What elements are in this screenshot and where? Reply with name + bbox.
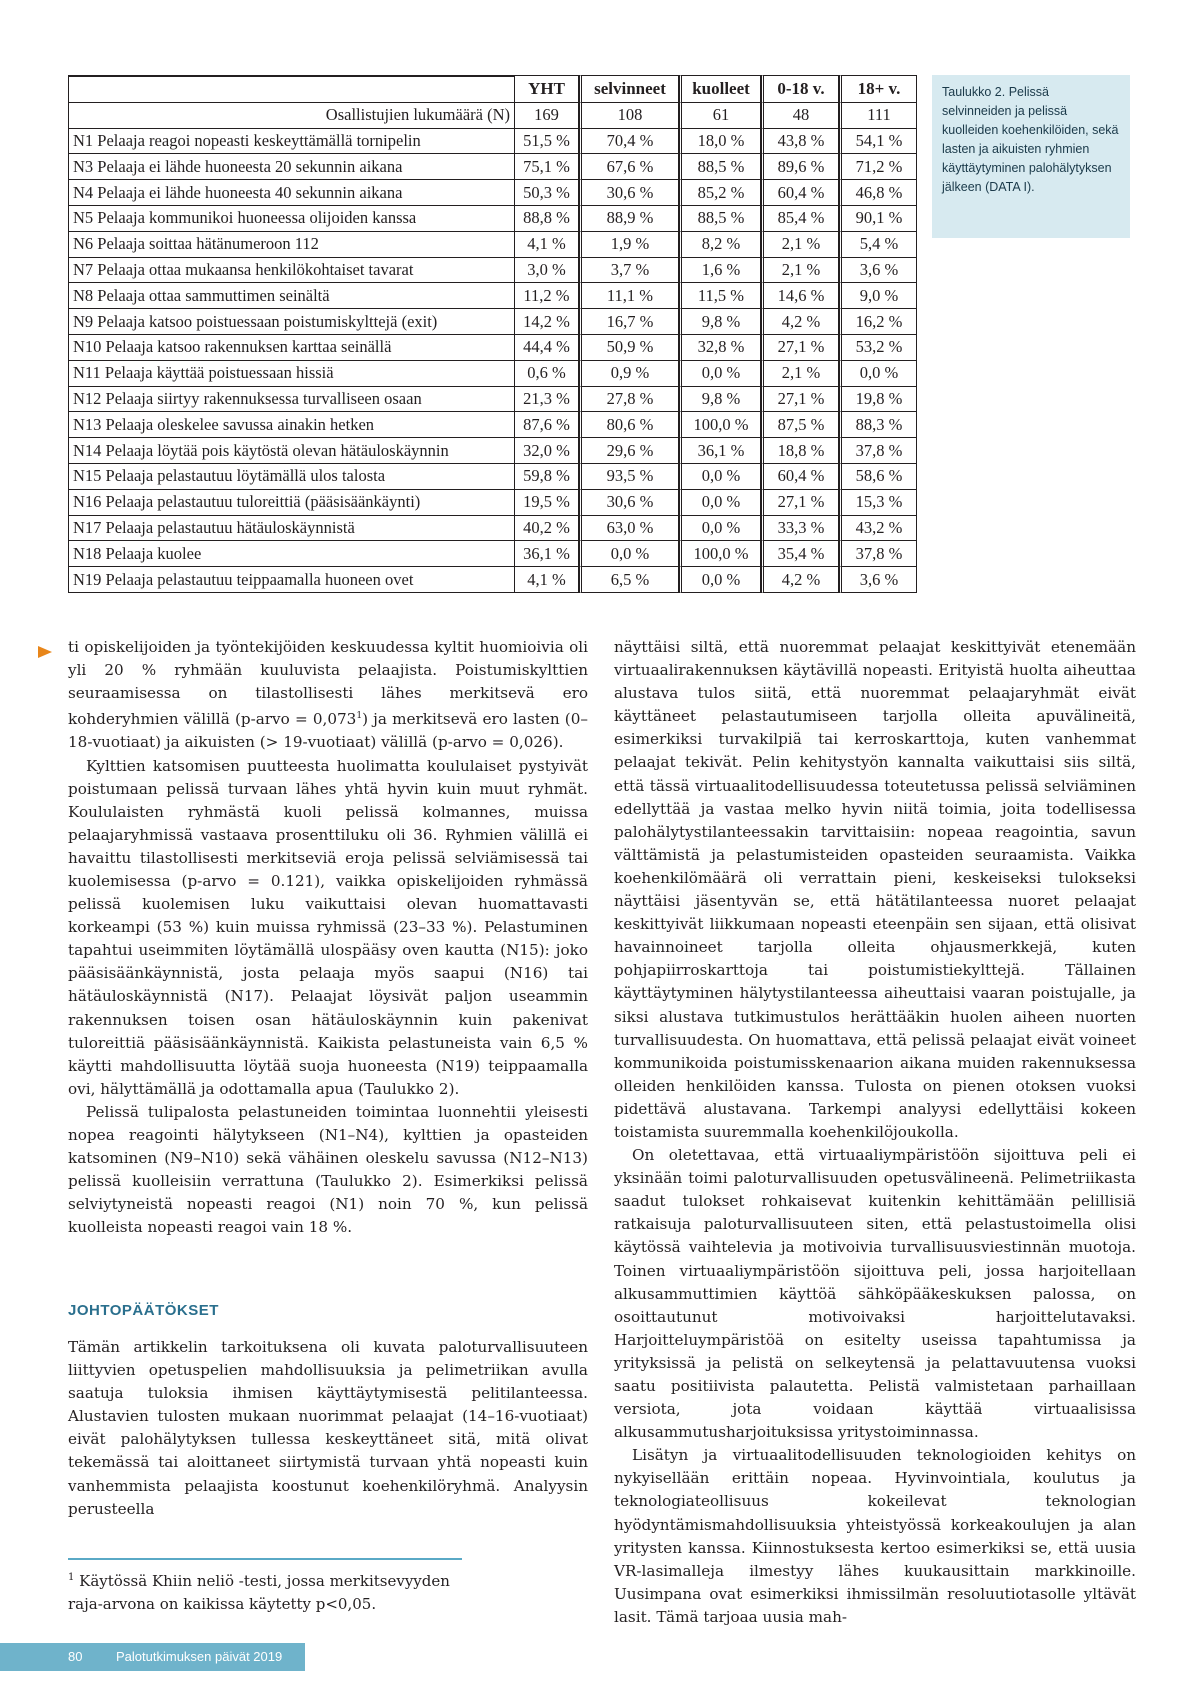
row-label: N14 Pelaaja löytää pois käytöstä olevan hätäuloskäynnin [68, 438, 514, 464]
table-cell: 4,2 % [761, 309, 839, 335]
table-cell: 0,0 % [679, 464, 761, 490]
table-cell: 4,1 % [514, 232, 579, 258]
table-cell: 27,1 % [761, 335, 839, 361]
table-row [68, 490, 917, 516]
row-label: N13 Pelaaja oleskelee savussa ainakin hetken [68, 412, 514, 438]
table-cell: 35,4 % [761, 541, 839, 567]
table-cell: 43,8 % [761, 129, 839, 155]
table-cell: 3,7 % [579, 258, 679, 284]
right-paragraph-1: näyttäisi siltä, että nuoremmat pelaajat keskittyivät etenemään virtuaalirakennuksen käytävillä nopeasti. Erityistä huolta aiheuttaa alustava tulos siitä, että nuoremmat pelaajaryhmät eivät käyttäneet pelastautumiseen tarjolla olleita apuvälineitä, esimerkiksi turvakilpiä tai kerroskarttoja, kuten vanhemmat pelaajat tekivät. Pelin kehitystyön kannalta vaikuttaisi siis siltä, että tässä virtuaalitodellisuudessa toteutetussa pelissä selviäminen edellyttää ja vastaa melko hyvin niitä toimia, joita todellisessa palohälytystilanteessakin tarvittaisiin: nopeaa reagointia, savun välttämistä ja pelastumisteiden opasteiden seuraamista. Vaikka koehenkilömäärä oli verrattain pieni, keskeiseksi tulokseksi näyttäisi jäsentyvän se, että hätätilanteessa nuoret pelaajat keskittyivät liikkumaan nopeasti eteenpäin sen sijaan, että olisivat havainnoineet tarjolla olleita ohjausmerkkejä, kuten pohjapiirroskarttoja tai poistumistiekylttejä. Tällainen käyttäytyminen hälytystilanteessa aiheuttaisi vaaran poistujalle, ja siksi alustava tutkimustulos herättääkin huolen aiheen nuorten turvallisuudesta. On huomattava, että pelissä pelaajat eivät voineet kommunikoida poistumisskenaarion aikana muiden rakennuksessa olleiden henkilöiden kanssa. Tulosta on pienen otoksen vuoksi pidettävä alustavana. Tarkempi analyysi edellyttäisi kokeen toistamista suuremmalla koehenkilöjoukolla. [614, 638, 1136, 1141]
table-row [68, 412, 917, 438]
table-cell: 108 [579, 103, 679, 129]
table-cell: 80,6 % [579, 412, 679, 438]
row-label: N12 Pelaaja siirtyy rakennuksessa turvalliseen osaan [68, 387, 514, 413]
table-cell: 0,0 % [679, 567, 761, 593]
table-cell: 40,2 % [514, 516, 579, 542]
table-cell: selvinneet [579, 75, 679, 103]
table-cell: 70,4 % [579, 129, 679, 155]
table-cell: 88,9 % [579, 206, 679, 232]
continuation-arrow-icon [38, 646, 52, 658]
table-cell: 75,1 % [514, 154, 579, 180]
table-cell: 27,8 % [579, 387, 679, 413]
table-cell: 4,2 % [761, 567, 839, 593]
table-cell: 90,1 % [839, 206, 917, 232]
table-cell: 48 [761, 103, 839, 129]
table-cell: 51,5 % [514, 129, 579, 155]
row-label [68, 75, 514, 103]
table-row [68, 206, 917, 232]
table-row [68, 361, 917, 387]
table-row [68, 335, 917, 361]
table-cell: 27,1 % [761, 387, 839, 413]
table-cell: 67,6 % [579, 154, 679, 180]
table-row [68, 258, 917, 284]
table-cell: 53,2 % [839, 335, 917, 361]
table-cell: 46,8 % [839, 180, 917, 206]
left-paragraph-4: Tämän artikkelin tarkoituksena oli kuvata paloturvallisuuteen liittyvien opetuspelien mahdollisuuksia ja pelimetriikan avulla saatuja tuloksia ihmisen käyttäytymisestä pelitilanteessa. Alustavien tulosten mukaan nuorimmat pelaajat (14–16-vuotiaat) eivät palohälytyksen tullessa keskeyttäneet sitä, mitä olivat tekemässä tai aloittaneet siirtymistä turvaan yhtä nopeasti kuin vanhemmista pelaajista koostunut koehenkilöryhmä. Analyysin perusteella [68, 1338, 588, 1518]
table-cell: 3,6 % [839, 258, 917, 284]
table-cell: 87,6 % [514, 412, 579, 438]
table-cell: 18,0 % [679, 129, 761, 155]
table-cell: 9,0 % [839, 283, 917, 309]
table-cell: 11,1 % [579, 283, 679, 309]
table-cell: 71,2 % [839, 154, 917, 180]
table-cell: 0,9 % [579, 361, 679, 387]
table-cell: 1,6 % [679, 258, 761, 284]
table-cell: 30,6 % [579, 180, 679, 206]
table-cell: 32,8 % [679, 335, 761, 361]
row-label: N8 Pelaaja ottaa sammuttimen seinältä [68, 283, 514, 309]
table-cell: 85,4 % [761, 206, 839, 232]
table-cell: 14,2 % [514, 309, 579, 335]
row-label: Osallistujien lukumäärä (N) [68, 103, 514, 129]
results-table [68, 75, 917, 593]
table-row [68, 154, 917, 180]
table-cell: 88,3 % [839, 412, 917, 438]
table-cell: 50,3 % [514, 180, 579, 206]
table-cell: 16,7 % [579, 309, 679, 335]
table-cell: 2,1 % [761, 258, 839, 284]
row-label: N6 Pelaaja soittaa hätänumeroon 112 [68, 232, 514, 258]
table-cell: 33,3 % [761, 516, 839, 542]
table-cell: 8,2 % [679, 232, 761, 258]
table-cell: 87,5 % [761, 412, 839, 438]
table-cell: 0,6 % [514, 361, 579, 387]
footnote-text: Käytössä Khiin neliö -testi, jossa merkitsevyyden raja-arvona on kaikissa käytetty p<0,05. [68, 1572, 450, 1613]
table-row [68, 438, 917, 464]
table-cell: YHT [514, 75, 579, 103]
row-label: N16 Pelaaja pelastautuu tuloreittiä (pääsisäänkäynti) [68, 490, 514, 516]
right-paragraph-3: Lisätyn ja virtuaalitodellisuuden teknologioiden kehitys on nykyisellään erittäin nopeaa. Hyvinvointiala, koulutus ja teknologiateollisuus kokeilevat teknologian hyödyntämismahdollisuuksia yhteistyössä korkeakoulujen ja alan yritysten kanssa. Kiinnostuksesta kertoo esimerkiksi se, että uusia VR-lasimalleja ilmestyy lähes kuukausittain markkinoille. Uusimpana ovat esimerkiksi ihmissilmän resoluutiotasolle yltävät lasit. Tämä tarjoaa uusia mah- [614, 1446, 1136, 1626]
table-cell: 16,2 % [839, 309, 917, 335]
table-cell: 5,4 % [839, 232, 917, 258]
table-cell: 11,5 % [679, 283, 761, 309]
row-label: N9 Pelaaja katsoo poistuessaan poistumiskylttejä (exit) [68, 309, 514, 335]
row-label: N11 Pelaaja käyttää poistuessaan hissiä [68, 361, 514, 387]
table-count-row [68, 103, 917, 129]
table-row [68, 567, 917, 593]
table-row [68, 387, 917, 413]
table-cell: 0,0 % [679, 490, 761, 516]
footnote [68, 1566, 488, 1616]
table-cell: 27,1 % [761, 490, 839, 516]
table-cell: 89,6 % [761, 154, 839, 180]
footnote-divider [68, 1558, 462, 1560]
footnote-reference: 1 [356, 711, 363, 722]
table-cell: 85,2 % [679, 180, 761, 206]
table-cell: 50,9 % [579, 335, 679, 361]
table-cell: 88,5 % [679, 206, 761, 232]
table-cell: 60,4 % [761, 464, 839, 490]
table-cell: 63,0 % [579, 516, 679, 542]
table-cell: 58,6 % [839, 464, 917, 490]
table-cell: 29,6 % [579, 438, 679, 464]
right-column [614, 636, 1136, 1629]
table-cell: 44,4 % [514, 335, 579, 361]
table-cell: 2,1 % [761, 232, 839, 258]
publication-title: Palotutkimuksen päivät 2019 [116, 1649, 283, 1664]
table-cell: 100,0 % [679, 541, 761, 567]
table-cell: 15,3 % [839, 490, 917, 516]
table-caption: Taulukko 2. Pelissä selvinneiden ja pelissä kuolleiden koehenkilöiden, sekä lasten ja aikuisten ryhmien käyttäytyminen palohälytyksen jälkeen (DATA I). [932, 75, 1130, 238]
table-cell: 4,1 % [514, 567, 579, 593]
table-row [68, 129, 917, 155]
table-cell: 37,8 % [839, 541, 917, 567]
table-cell: 93,5 % [579, 464, 679, 490]
table-cell: 88,5 % [679, 154, 761, 180]
table-cell: 169 [514, 103, 579, 129]
table-cell: 0,0 % [679, 361, 761, 387]
table-cell: 6,5 % [579, 567, 679, 593]
table-cell: 111 [839, 103, 917, 129]
row-label: N18 Pelaaja kuolee [68, 541, 514, 567]
table-row [68, 283, 917, 309]
table-cell: 32,0 % [514, 438, 579, 464]
table-cell: 19,5 % [514, 490, 579, 516]
table-cell: 2,1 % [761, 361, 839, 387]
left-paragraph-3: Pelissä tulipalosta pelastuneiden toimintaa luonnehtii yleisesti nopea reagointi hälytykseen (N1–N4), kylttien ja opasteiden katsominen (N9–N10) sekä vähäinen oleskelu savussa (N12–N13) pelissä kuolleisiin verrattuna (Taulukko 2). Esimerkiksi pelissä selviytyneistä nopeasti reagoi (N1) noin 70 %, kun pelissä kuolleista nopeasti reagoi vain 18 %. [68, 1102, 588, 1237]
table-cell: 59,8 % [514, 464, 579, 490]
left-column [68, 636, 588, 1240]
table-row [68, 464, 917, 490]
table-cell: 60,4 % [761, 180, 839, 206]
page-number: 80 [68, 1649, 83, 1664]
table-cell: 0,0 % [579, 541, 679, 567]
table-cell: 9,8 % [679, 309, 761, 335]
table-cell: 54,1 % [839, 129, 917, 155]
table-cell: 3,0 % [514, 258, 579, 284]
row-label: N17 Pelaaja pelastautuu hätäuloskäynnistä [68, 516, 514, 542]
table-cell: 100,0 % [679, 412, 761, 438]
table-cell: 3,6 % [839, 567, 917, 593]
table-cell: 9,8 % [679, 387, 761, 413]
section-heading: JOHTOPÄÄTÖKSET [68, 1302, 219, 1319]
row-label: N19 Pelaaja pelastautuu teippaamalla huoneen ovet [68, 567, 514, 593]
table-cell: 36,1 % [514, 541, 579, 567]
table-cell: 0-18 v. [761, 75, 839, 103]
table-cell: 30,6 % [579, 490, 679, 516]
row-label: N3 Pelaaja ei lähde huoneesta 20 sekunnin aikana [68, 154, 514, 180]
right-paragraph-2: On oletettavaa, että virtuaaliympäristöön sijoittuva peli ei yksinään toimi paloturvallisuuden opetusvälineenä. Pelimetriikasta saadut tulokset rohkaisevat kuitenkin kehittämään pelillisiä ratkaisuja paloturvallisuuteen siten, että pelastustoimella olisi käytössä vaihtelevia ja motivoivia turvallisuusviestinnän muotoja. Toinen virtuaaliympäristöön sijoittuva peli, jossa harjoitellaan alkusammuttimien käyttöä sähköpääkeskuksen palossa, on osoittautunut motivoivaksi harjoittelutavaksi. Harjoitteluympäristöä on esitelty useissa tapahtumissa ja yrityksissä ja pelistä on selkeytensä ja pelattavuutensa vuoksi saatu positiivista palautetta. Pelistä valmistetaan parhaillaan versiota, jota voidaan käyttää virtuaalisissa alkusammutusharjoituksissa yritystoiminnassa. [614, 1146, 1136, 1442]
table-row [68, 232, 917, 258]
row-label: N15 Pelaaja pelastautuu löytämällä ulos talosta [68, 464, 514, 490]
table-cell: 61 [679, 103, 761, 129]
row-label: N1 Pelaaja reagoi nopeasti keskeyttämällä tornipelin [68, 129, 514, 155]
table-header-row [68, 75, 917, 103]
table-cell: 21,3 % [514, 387, 579, 413]
table-cell: 11,2 % [514, 283, 579, 309]
table-cell: 36,1 % [679, 438, 761, 464]
table-cell: 18,8 % [761, 438, 839, 464]
row-label: N7 Pelaaja ottaa mukaansa henkilökohtaiset tavarat [68, 258, 514, 284]
table-cell: 37,8 % [839, 438, 917, 464]
table-row [68, 516, 917, 542]
table-cell: kuolleet [679, 75, 761, 103]
table-cell: 43,2 % [839, 516, 917, 542]
page-footer [0, 1643, 305, 1671]
table-cell: 88,8 % [514, 206, 579, 232]
table-cell: 1,9 % [579, 232, 679, 258]
row-label: N10 Pelaaja katsoo rakennuksen karttaa seinällä [68, 335, 514, 361]
table-cell: 0,0 % [839, 361, 917, 387]
left-paragraph-1: ti opiskelijoiden ja työntekijöiden keskuudessa kyltit huomioivia oli yli 20 % ryhmään kuuluvista pelaajista. Poistumiskylttien seuraamisessa on tilastollisesti lähes merkitsevä ero kohderyhmien välillä (p-arvo = $0,073^1$) ja merkitsevä ero lasten (0–18-vuotiaat) ja aikuisten (> 19-vuotiaat) välillä (p-arvo = 0,026). [68, 638, 588, 752]
table-row [68, 180, 917, 206]
table-cell: 18+ v. [839, 75, 917, 103]
left-paragraph-2: Kylttien katsomisen puutteesta huolimatta koululaiset pystyivät poistumaan pelissä turvaan lähes yhtä hyvin kuin muut ryhmät. Koululaisten ryhmästä kuoli pelissä kolmannes, muissa pelaajaryhmissä vastaava prosenttiluku oli 36. Ryhmien välillä ei havaittu tilastollisesti merkitseviä eroja pelissä selviämisessä tai kuolemisessa (p-arvo = 0.121), vaikka opiskelijoiden ryhmässä pelissä kuolemisen luku vaikuttaisi olevan huomattavasti korkeampi (53 %) kuin muissa ryhmissä (23–33 %). Pelastuminen tapahtui useimmiten löytämällä ulospääsy oven kautta (N15): joko pääsisäänkäynnistä, josta pelaaja myös saapui (N16) tai hätäuloskäynnistä (N17). Pelaajat löysivät paljon useammin rakennuksen toisen osan hätäuloskäynnin kuin pakenivat tuloreittiä pääsisäänkäynnistä. Kaikista pelastuneista vain 6,5 % käytti mahdollisuutta löytää suoja huoneesta (N19) teippaamalla ovi, hälyttämällä ja odottamalla apua (Taulukko 2). [68, 756, 588, 1098]
row-label: N5 Pelaaja kommunikoi huoneessa olijoiden kanssa [68, 206, 514, 232]
table-cell: 19,8 % [839, 387, 917, 413]
table-cell: 0,0 % [679, 516, 761, 542]
table-row [68, 541, 917, 567]
footnote-number: 1 [68, 1572, 75, 1583]
table-cell: 14,6 % [761, 283, 839, 309]
left-column-conclusions [68, 1336, 588, 1521]
row-label: N4 Pelaaja ei lähde huoneesta 40 sekunnin aikana [68, 180, 514, 206]
table-row [68, 309, 917, 335]
